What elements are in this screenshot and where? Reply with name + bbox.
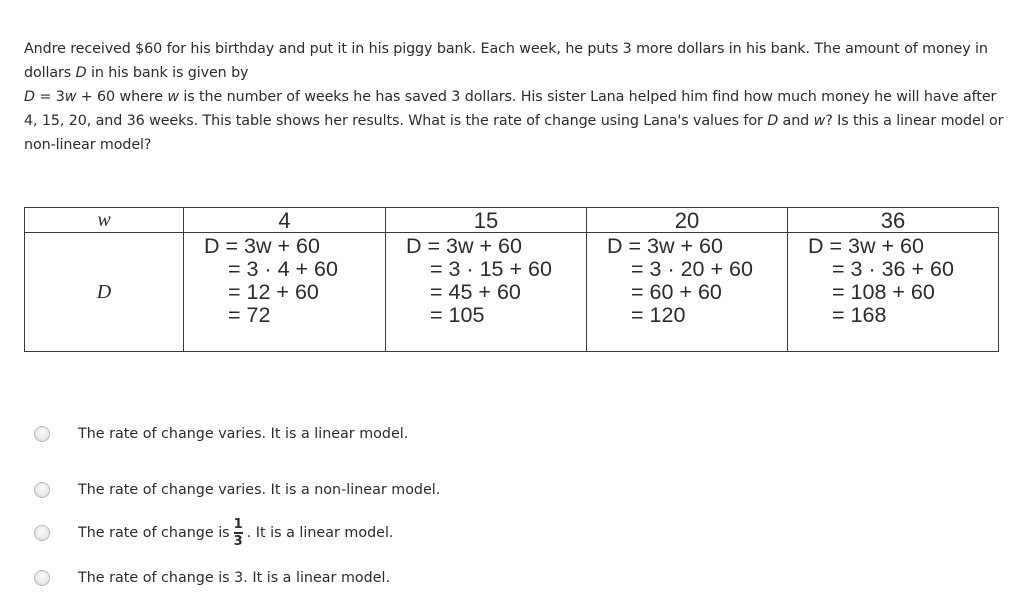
calc-cell <box>788 233 999 352</box>
choice-d[interactable] <box>34 564 634 592</box>
week-cell: 36 <box>788 208 999 233</box>
calc-line: D = 3w + 60 <box>808 234 924 258</box>
calc-line: D = 3w + 60 <box>204 234 320 258</box>
question-text <box>24 37 1014 157</box>
calc-line: D = 3w + 60 <box>406 234 522 258</box>
week-cell: 4 <box>184 208 386 233</box>
weeks-row <box>25 208 999 233</box>
question-part: is the number of weeks he has saved 3 dollars. His sister Lana helped him find how much money he will have after 4, 15, 20, and 36 weeks. This table shows her results. What is the rate of change using Lana's values for <box>24 89 997 129</box>
choice-label: The rate of change varies. It is a non-linear model. <box>78 482 441 498</box>
choice-b[interactable] <box>34 476 634 504</box>
choice-label <box>78 518 393 548</box>
results-table <box>24 207 999 352</box>
radio-button[interactable] <box>34 570 50 586</box>
choice-c-prefix: The rate of change is <box>78 525 230 541</box>
calc-line: = 3 · 4 + 60 <box>228 257 338 281</box>
fraction-numerator: 1 <box>233 517 243 533</box>
equation-part: = 3 <box>34 89 65 105</box>
choice-label: The rate of change varies. It is a linear model. <box>78 426 409 442</box>
w-label: w <box>25 208 184 233</box>
radio-button[interactable] <box>34 426 50 442</box>
fraction-one-third <box>234 518 243 548</box>
dollars-row <box>25 233 999 352</box>
choice-label: The rate of change is 3. It is a linear model. <box>78 570 391 586</box>
week-cell: 15 <box>386 208 587 233</box>
choice-c[interactable] <box>34 519 634 547</box>
calc-cell <box>587 233 788 352</box>
choice-c-suffix: . It is a linear model. <box>246 525 394 541</box>
calc-line: = 45 + 60 <box>430 280 521 304</box>
calc-line: = 12 + 60 <box>228 280 319 304</box>
calc-line: = 108 + 60 <box>832 280 935 304</box>
question-part: in his bank is given by <box>86 65 249 81</box>
calc-line: = 3 · 15 + 60 <box>430 257 552 281</box>
calc-cell <box>386 233 587 352</box>
calc-line: = 168 <box>832 303 887 327</box>
radio-button[interactable] <box>34 482 50 498</box>
fraction-denominator: 3 <box>233 533 243 549</box>
calc-line: = 3 · 20 + 60 <box>631 257 753 281</box>
variable-d: D <box>767 113 779 129</box>
variable-d: D <box>75 65 87 81</box>
equation-variable-w: w <box>64 89 77 105</box>
question-part: ? Is this a linear model or non-linear model? <box>24 113 1004 153</box>
equation-variable-d: D <box>24 89 35 105</box>
d-label: D <box>25 233 184 352</box>
variable-w: w <box>167 89 179 105</box>
question-part: + 60 where <box>76 89 168 105</box>
week-cell: 20 <box>587 208 788 233</box>
radio-button[interactable] <box>34 525 50 541</box>
calc-line: = 72 <box>228 303 271 327</box>
variable-w: w <box>813 113 826 129</box>
calc-cell <box>184 233 386 352</box>
question-part: and <box>778 113 814 129</box>
calc-line: = 105 <box>430 303 485 327</box>
calc-line: = 3 · 36 + 60 <box>832 257 954 281</box>
calc-line: = 120 <box>631 303 686 327</box>
choice-a[interactable] <box>34 420 634 448</box>
calc-line: D = 3w + 60 <box>607 234 723 258</box>
calc-line: = 60 + 60 <box>631 280 722 304</box>
question-part: Andre received $60 for his birthday and put it in his piggy bank. Each week, he puts 3 more dollars in his bank. The amount of money in dollars <box>24 41 988 81</box>
